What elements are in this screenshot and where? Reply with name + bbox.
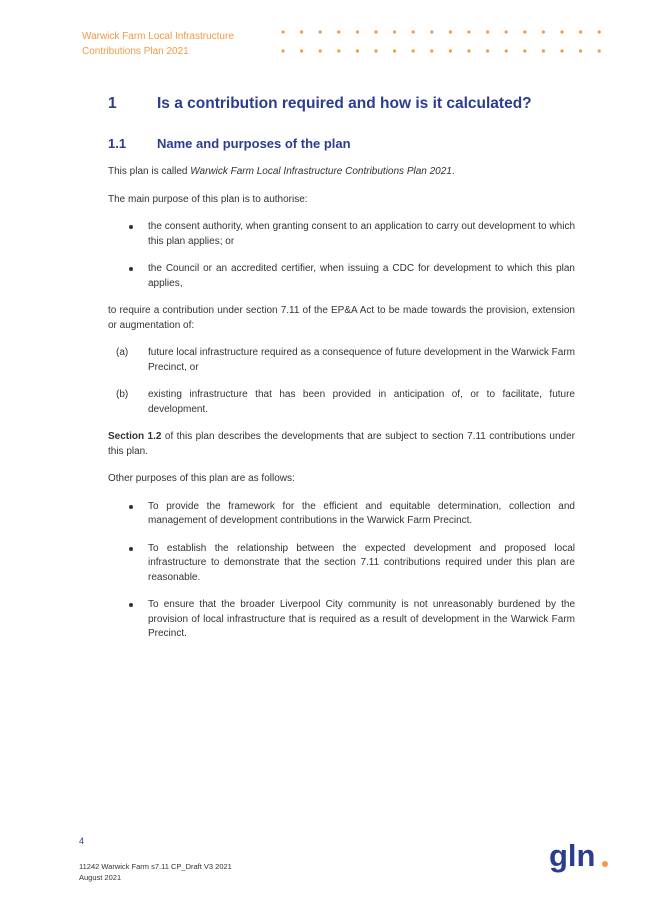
- list-marker: (a): [116, 347, 129, 358]
- paragraph-other-purposes: Other purposes of this plan are as follows:: [108, 473, 295, 484]
- header-dot: [281, 49, 284, 52]
- header-dot: [523, 30, 526, 33]
- purposes-list: [108, 500, 575, 642]
- subsection-heading: [108, 136, 588, 151]
- bullet-icon: [129, 225, 133, 229]
- bullet-icon: [129, 547, 133, 551]
- gln-logo: [549, 839, 611, 879]
- list-item-text: To establish the relationship between the expected development and proposed local infrastructure to demonstrate that the section 7.11 contributions required under this plan are reasonable.: [148, 542, 575, 583]
- header-dot: [467, 49, 470, 52]
- paragraph-require-contribution: to require a contribution under section 7.11 of the EP&A Act to be made towards the provision, extension or augmentation of:: [108, 305, 575, 331]
- footer-doc-reference: 11242 Warwick Farm s7.11 CP_Draft V3 2021: [79, 862, 232, 871]
- list-item-text: To ensure that the broader Liverpool City community is not unreasonably burdened by the provision of local infrastructure that is required as a result of development in the Warwick Farm Precinct.: [148, 599, 575, 639]
- header-dot: [598, 49, 601, 52]
- section-title: Is a contribution required and how is it calculated?: [157, 95, 532, 112]
- header-dot: [281, 30, 284, 33]
- paragraph-section-reference: [108, 430, 575, 459]
- paragraph-plan-name: [108, 165, 575, 180]
- list-item-text: future local infrastructure required as a consequence of future development in the Warwick Farm Precinct, or: [148, 347, 575, 373]
- header-dot: [300, 49, 303, 52]
- section-reference-bold: Section 1.2: [108, 431, 162, 442]
- logo-text: gln: [549, 839, 596, 873]
- plan-name-italic: Warwick Farm Local Infrastructure Contributions Plan 2021: [190, 166, 452, 177]
- lettered-list: [108, 346, 575, 417]
- header-dot: [430, 30, 433, 33]
- header-dot: [374, 49, 377, 52]
- subsection-title: Name and purposes of the plan: [157, 136, 351, 151]
- page-number: 4: [79, 836, 85, 846]
- header-dot: [542, 49, 545, 52]
- list-item-text: existing infrastructure that has been provided in anticipation of, or to facilitate, future development.: [148, 389, 575, 415]
- header-dot: [560, 49, 563, 52]
- list-item: [108, 388, 575, 417]
- footer-document-info: [79, 861, 232, 883]
- list-item: [108, 262, 575, 291]
- header-dot: [542, 30, 545, 33]
- list-marker: (b): [116, 389, 129, 400]
- bullet-icon: [129, 505, 133, 509]
- header-dot: [467, 30, 470, 33]
- list-item: [108, 500, 575, 529]
- header-dot: [300, 30, 303, 33]
- header-dot: [337, 49, 340, 52]
- header-dot: [430, 49, 433, 52]
- header-dot: [449, 49, 452, 52]
- header-dot: [579, 49, 582, 52]
- plan-name-suffix: .: [451, 166, 455, 177]
- header-dot: [523, 49, 526, 52]
- header-dot: [337, 30, 340, 33]
- list-item-text: the Council or an accredited certifier, when issuing a CDC for development to which this plan applies,: [148, 263, 575, 289]
- header-dot-pattern: [279, 28, 609, 58]
- header-dot: [412, 49, 415, 52]
- list-item-text: To provide the framework for the efficient and equitable determination, collection and management of development contributions in the Warwick Farm Precinct.: [148, 500, 575, 526]
- header-dot: [598, 30, 601, 33]
- bullet-icon: [129, 603, 133, 607]
- header-dot: [374, 30, 377, 33]
- header-dot: [356, 30, 359, 33]
- header-dot: [319, 30, 322, 33]
- bullet-icon: [129, 267, 133, 271]
- authorise-list: [108, 220, 575, 291]
- section-reference-rest: of this plan describes the developments that are subject to section 7.11 contributions under this plan.: [108, 431, 575, 457]
- subsection-number: 1.1: [108, 136, 127, 151]
- list-item: [108, 598, 575, 642]
- logo-dot: [602, 861, 608, 867]
- header-dot: [319, 49, 322, 52]
- header-dot: [505, 49, 508, 52]
- list-item: [108, 542, 575, 586]
- header-dot: [393, 30, 396, 33]
- header-dot: [505, 30, 508, 33]
- footer-doc-date: August 2021: [79, 873, 122, 882]
- plan-name-prefix: This plan is called: [108, 166, 191, 177]
- header-title: [82, 30, 272, 59]
- section-heading: [108, 95, 588, 113]
- section-number: 1: [108, 95, 117, 112]
- list-item-text: the consent authority, when granting consent to an application to carry out development to which this plan applies; or: [148, 221, 575, 247]
- header-dot: [356, 49, 359, 52]
- header-dot: [579, 30, 582, 33]
- header-title-line2: Contributions Plan 2021: [82, 45, 189, 57]
- list-item: [108, 346, 575, 375]
- header-dot: [560, 30, 563, 33]
- body-text: [108, 165, 575, 655]
- header-title-line1: Warwick Farm Local Infrastructure: [82, 31, 234, 42]
- header-dot: [449, 30, 452, 33]
- header-dot: [412, 30, 415, 33]
- list-item: [108, 220, 575, 249]
- paragraph-main-purpose: The main purpose of this plan is to authorise:: [108, 193, 308, 205]
- header-dot: [393, 49, 396, 52]
- header-dot: [486, 49, 489, 52]
- header-dot: [486, 30, 489, 33]
